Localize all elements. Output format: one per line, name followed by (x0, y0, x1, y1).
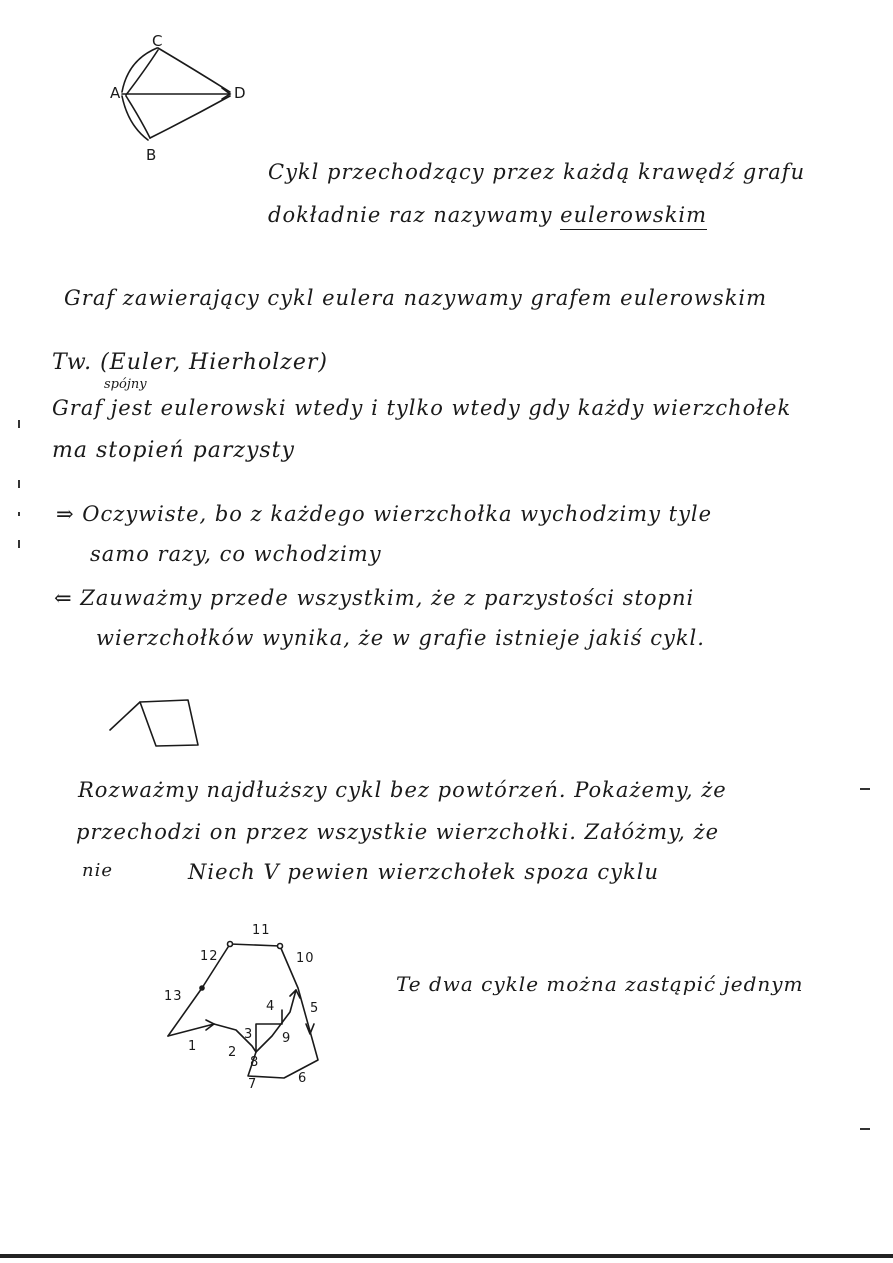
edge-label-11: 11 (252, 923, 271, 938)
conclusion-text: Te dwa cykle można zastąpić jednym (396, 972, 804, 996)
vertex-a-label: A (110, 84, 122, 102)
definition-line-2-text: dokładnie raz nazywamy (268, 203, 553, 227)
edge-label-6: 6 (298, 1071, 308, 1086)
edge-label-8: 8 (250, 1055, 260, 1070)
proof-backward-line-1: ⇐ Zauważmy przede wszystkim, że z parzystości stopni (54, 586, 695, 610)
edge-label-2: 2 (228, 1045, 238, 1060)
edge-label-9: 9 (282, 1031, 292, 1046)
argument-line-2: przechodzi on przez wszystkie wierzchołki. Załóżmy, że (76, 820, 720, 844)
theorem-title: Tw. (Euler, Hierholzer) (52, 350, 328, 375)
page-bottom-edge (0, 1254, 893, 1258)
edge-label-12: 12 (200, 949, 219, 964)
vertex-b-label: B (146, 146, 158, 164)
argument-line-3: Niech V pewien wierzchołek spoza cyklu (188, 860, 660, 884)
proof-forward-line-2: samo razy, co wchodzimy (90, 542, 382, 566)
edge-label-10: 10 (296, 951, 315, 966)
edge-label-1: 1 (188, 1039, 198, 1054)
proof-forward-line-1: ⇒ Oczywiste, bo z każdego wierzchołka wychodzimy tyle (56, 502, 713, 526)
edge-label-7: 7 (248, 1077, 258, 1092)
argument-line-3-nie: nie (82, 860, 114, 881)
proof-backward-line-2: wierzchołków wynika, że w grafie istnieje jakiś cykl. (96, 626, 705, 650)
argument-line-1: Rozważmy najdłuższy cykl bez powtórzeń. Pokażemy, że (78, 778, 727, 802)
edge-label-4: 4 (266, 999, 276, 1014)
definition-line-1: Cykl przechodzący przez każdą krawędź grafu (268, 160, 806, 184)
theorem-line-1-graf: Graf (52, 396, 104, 420)
vertex-c-label: C (152, 32, 164, 50)
theorem-line-2: ma stopień parzysty (52, 438, 295, 463)
vertex-d-label: D (234, 84, 247, 102)
edge-label-13: 13 (164, 989, 183, 1004)
definition-term-eulerian: eulerowskim (560, 203, 707, 230)
theorem-line-1-rest: jest eulerowski wtedy i tylko wtedy gdy każdy wierzchołek (110, 396, 792, 420)
edge-label-5: 5 (310, 1001, 320, 1016)
eulerian-graph-definition: Graf zawierający cykl eulera nazywamy grafem eulerowskim (64, 286, 768, 310)
theorem-insert-connected: spójny (104, 377, 147, 392)
edge-label-3: 3 (244, 1027, 254, 1042)
